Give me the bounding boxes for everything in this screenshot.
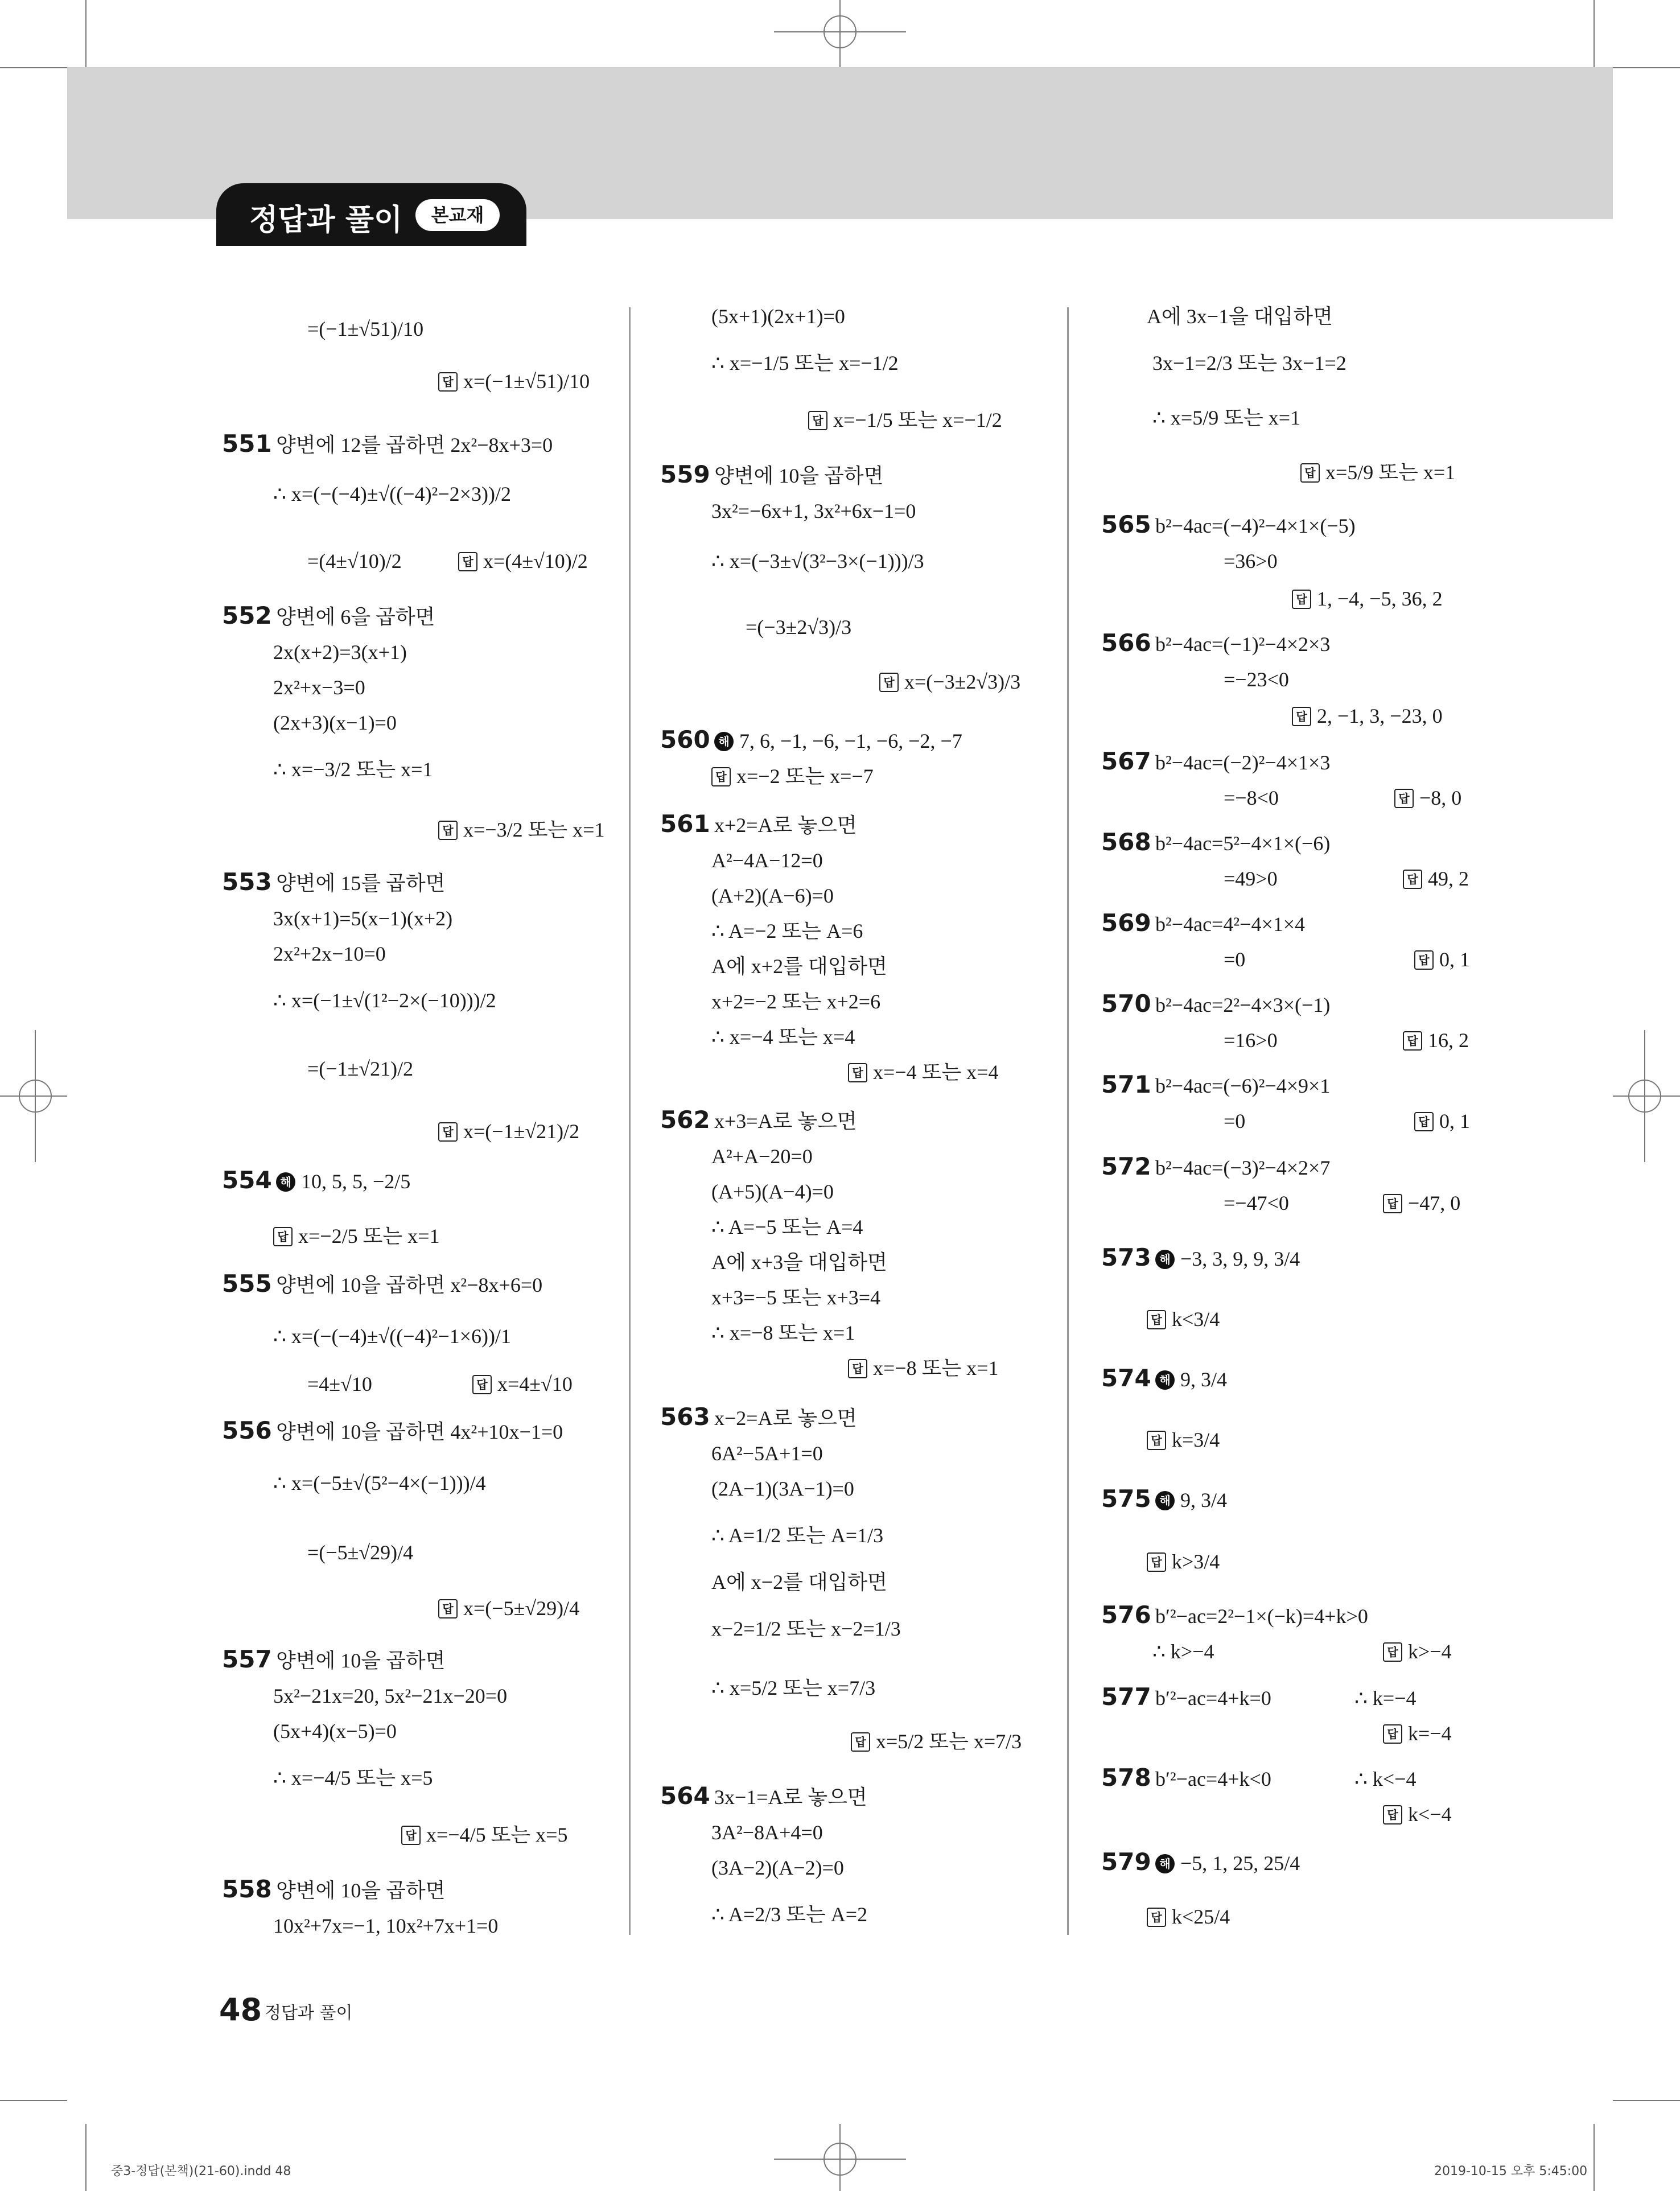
page-label: 정답과 풀이 <box>265 2003 353 2023</box>
solution-line: 10x²+7x=−1, 10x²+7x+1=0 <box>273 1914 499 1937</box>
solution-line: b²−4ac=(−6)²−4×9×1 <box>1155 1074 1331 1097</box>
solution-line: ∴ x=−8 또는 x=1 <box>711 1321 855 1344</box>
solution-line: b²−4ac=(−1)²−4×2×3 <box>1155 633 1331 656</box>
registration-mark-left <box>0 1030 67 1162</box>
answer-line: 답 k>−4 <box>1383 1639 1452 1664</box>
answer-line: 답 0, 1 <box>1414 1109 1470 1134</box>
problem-number: 565 <box>1101 510 1151 538</box>
solution-line: (5x+4)(x−5)=0 <box>273 1720 397 1743</box>
solution-line: 양변에 12를 곱하면 2x²−8x+3=0 <box>276 434 553 456</box>
answer-line: 답 1, −4, −5, 36, 2 <box>1292 586 1443 611</box>
solution-line: A에 x−2를 대입하면 <box>711 1571 887 1593</box>
solution-line: (2x+3)(x−1)=0 <box>273 711 397 734</box>
solution-line: 양변에 10을 곱하면 <box>714 464 884 487</box>
column-divider-right <box>1067 307 1069 1935</box>
problem-number: 558 <box>222 1875 272 1903</box>
problem-number: 559 <box>660 460 710 488</box>
solution-line: ∴ k>−4 <box>1152 1640 1214 1663</box>
solution-line: =(4±√10)/2 <box>307 550 402 573</box>
problem-number: 569 <box>1101 909 1151 937</box>
answer-line: 답 k>3/4 <box>1147 1549 1220 1574</box>
print-timestamp: 2019-10-15 오후 5:45:00 <box>1434 2164 1588 2178</box>
hint-line: 해 9, 3/4 <box>1155 1488 1227 1513</box>
solution-line: =36>0 <box>1224 550 1278 573</box>
answer-line: 답 k<−4 <box>1383 1802 1452 1827</box>
problem-number: 576 <box>1101 1601 1151 1629</box>
solution-line: x−2=1/2 또는 x−2=1/3 <box>711 1617 901 1640</box>
solution-line: =(−5±√29)/4 <box>307 1541 414 1564</box>
solution-line: ∴ k<−4 <box>1354 1768 1417 1790</box>
problem-number: 553 <box>222 868 272 896</box>
solution-line: 2x²+x−3=0 <box>273 676 365 699</box>
solution-line: ∴ k=−4 <box>1354 1687 1417 1710</box>
solution-line: =−23<0 <box>1224 668 1289 691</box>
answer-line: 답 k=3/4 <box>1147 1427 1220 1452</box>
solution-line: ∴ x=−4/5 또는 x=5 <box>273 1766 433 1789</box>
answer-line: 답 x=(−1±√21)/2 <box>438 1119 579 1144</box>
solution-line: =49>0 <box>1224 867 1278 890</box>
problem-number: 562 <box>660 1106 710 1134</box>
answer-line: 답 x=4±√10 <box>472 1372 573 1397</box>
hint-line: 해 −5, 1, 25, 25/4 <box>1155 1851 1300 1876</box>
solution-line: b²−4ac=2²−4×3×(−1) <box>1155 994 1331 1016</box>
solution-line: (3A−2)(A−2)=0 <box>711 1856 844 1879</box>
solution-line: b²−4ac=4²−4×1×4 <box>1155 913 1306 936</box>
solution-line: b²−4ac=(−4)²−4×1×(−5) <box>1155 514 1356 537</box>
problem-number: 554 <box>222 1166 272 1194</box>
problem-number: 563 <box>660 1403 710 1431</box>
hint-line: 해 9, 3/4 <box>1155 1367 1227 1392</box>
answer-line: 답 k<25/4 <box>1147 1904 1230 1929</box>
column-divider-left <box>629 307 631 1935</box>
solution-line: x+3=A로 놓으면 <box>714 1110 857 1132</box>
solution-line: ∴ x=(−(−4)±√((−4)²−1×6))/1 <box>273 1325 511 1348</box>
solution-line: ∴ A=−2 또는 A=6 <box>711 920 863 942</box>
answer-line: 답 0, 1 <box>1414 947 1470 972</box>
solution-line: 양변에 10을 곱하면 <box>276 1649 446 1672</box>
problem-number: 571 <box>1101 1070 1151 1098</box>
solution-line: =16>0 <box>1224 1029 1278 1052</box>
answer-line: 답 k=−4 <box>1383 1721 1452 1746</box>
solution-line: ∴ A=2/3 또는 A=2 <box>711 1903 868 1926</box>
answer-line: 답 k<3/4 <box>1147 1307 1220 1332</box>
solution-line: b′²−ac=4+k=0 <box>1155 1687 1271 1710</box>
solution-line: x+2=−2 또는 x+2=6 <box>711 990 881 1013</box>
solution-line: ∴ A=−5 또는 A=4 <box>711 1216 863 1238</box>
solution-line: b²−4ac=(−3)²−4×2×7 <box>1155 1156 1331 1179</box>
solution-line: ∴ A=1/2 또는 A=1/3 <box>711 1524 884 1547</box>
registration-mark-bottom <box>774 2124 906 2191</box>
solution-line: 양변에 15를 곱하면 <box>276 872 446 895</box>
problem-number: 577 <box>1101 1683 1151 1711</box>
answer-line: 답 x=−8 또는 x=1 <box>848 1356 998 1381</box>
solution-line: A²−4A−12=0 <box>711 849 823 872</box>
problem-number: 555 <box>222 1270 272 1298</box>
solution-line: 2x²+2x−10=0 <box>273 942 386 965</box>
solution-line: ∴ x=5/2 또는 x=7/3 <box>711 1677 876 1699</box>
solution-line: =−47<0 <box>1224 1192 1289 1214</box>
solution-line: ∴ x=(−5±√(5²−4×(−1)))/4 <box>273 1472 486 1494</box>
problem-number: 572 <box>1101 1152 1151 1180</box>
answer-line: 답 x=−4/5 또는 x=5 <box>401 1822 567 1847</box>
page-number: 48 <box>219 1992 262 2028</box>
problem-number: 575 <box>1101 1485 1151 1513</box>
solution-line: x−2=A로 놓으면 <box>714 1407 857 1430</box>
problem-number: 568 <box>1101 828 1151 856</box>
solution-line: 3x−1=2/3 또는 3x−1=2 <box>1152 352 1347 374</box>
answer-line: 답 −47, 0 <box>1383 1191 1460 1216</box>
solution-line: ∴ x=5/9 또는 x=1 <box>1152 406 1301 429</box>
problem-number: 567 <box>1101 747 1151 775</box>
answer-line: 답 x=(−1±√51)/10 <box>438 369 590 394</box>
problem-number: 570 <box>1101 990 1151 1018</box>
solution-line: ∴ x=−1/5 또는 x=−1/2 <box>711 352 899 374</box>
solution-line: 3A²−8A+4=0 <box>711 1821 823 1844</box>
page-title: 정답과 풀이 <box>249 203 403 237</box>
solution-line: 2x(x+2)=3(x+1) <box>273 641 407 664</box>
solution-line: (A+2)(A−6)=0 <box>711 884 834 907</box>
solution-line: ∴ x=(−1±√(1²−2×(−10)))/2 <box>273 989 496 1012</box>
registration-mark-top <box>774 0 906 67</box>
solution-line: A²+A−20=0 <box>711 1145 813 1168</box>
answer-line: 답 x=−4 또는 x=4 <box>848 1060 998 1085</box>
problem-number: 578 <box>1101 1764 1151 1791</box>
answer-line: 답 x=−2/5 또는 x=1 <box>273 1224 439 1249</box>
solution-line: =(−1±√51)/10 <box>307 318 424 340</box>
answer-line: 답 x=5/9 또는 x=1 <box>1300 460 1455 485</box>
problem-number: 573 <box>1101 1243 1151 1271</box>
answer-line: 답 x=−3/2 또는 x=1 <box>438 817 604 842</box>
solution-line: b²−4ac=5²−4×1×(−6) <box>1155 832 1331 855</box>
solution-line: A에 x+3을 대입하면 <box>711 1251 887 1274</box>
solution-line: =4±√10 <box>307 1373 372 1395</box>
answer-line: 답 x=(−3±2√3)/3 <box>879 669 1020 694</box>
solution-line: 양변에 10을 곱하면 x²−8x+6=0 <box>276 1274 543 1296</box>
solution-line: 양변에 6을 곱하면 <box>276 606 435 628</box>
solution-line: x+2=A로 놓으면 <box>714 814 857 837</box>
registration-mark-right <box>1613 1030 1680 1162</box>
solution-line: b′²−ac=4+k<0 <box>1155 1768 1271 1790</box>
answer-line: 답 x=−1/5 또는 x=−1/2 <box>808 407 1002 433</box>
solution-line: 6A²−5A+1=0 <box>711 1442 823 1465</box>
solution-line: 3x²=−6x+1, 3x²+6x−1=0 <box>711 500 916 522</box>
problem-number: 564 <box>660 1782 710 1810</box>
solution-line: ∴ x=(−(−4)±√((−4)²−2×3))/2 <box>273 483 511 505</box>
answer-line: 답 x=(−5±√29)/4 <box>438 1596 579 1621</box>
solution-line: ∴ x=−4 또는 x=4 <box>711 1026 855 1048</box>
solution-line: A에 x+2를 대입하면 <box>711 955 887 978</box>
solution-line: =−8<0 <box>1224 786 1279 809</box>
hint-line: 해 −3, 3, 9, 9, 3/4 <box>1155 1246 1300 1271</box>
problem-number: 557 <box>222 1645 272 1673</box>
solution-line: =0 <box>1224 1110 1246 1132</box>
hint-line: 해 7, 6, −1, −6, −1, −6, −2, −7 <box>714 728 962 753</box>
file-name: 중3-정답(본책)(21-60).indd 48 <box>111 2164 291 2178</box>
solution-line: (2A−1)(3A−1)=0 <box>711 1477 854 1500</box>
problem-number: 561 <box>660 810 710 838</box>
solution-line: ∴ x=−3/2 또는 x=1 <box>273 758 433 781</box>
solution-line: =(−1±√21)/2 <box>307 1057 414 1080</box>
problem-number: 560 <box>660 726 710 753</box>
problem-number: 551 <box>222 430 272 458</box>
answer-line: 답 −8, 0 <box>1394 785 1461 810</box>
solution-line: =0 <box>1224 948 1246 971</box>
book-badge: 본교재 <box>431 204 484 226</box>
solution-line: 5x²−21x=20, 5x²−21x−20=0 <box>273 1685 508 1707</box>
solution-line: b′²−ac=2²−1×(−k)=4+k>0 <box>1155 1605 1368 1628</box>
solution-line: 양변에 10을 곱하면 4x²+10x−1=0 <box>276 1420 563 1443</box>
problem-number: 552 <box>222 602 272 629</box>
problem-number: 574 <box>1101 1364 1151 1392</box>
problem-number: 566 <box>1101 629 1151 657</box>
solution-line: =(−3±2√3)/3 <box>746 616 852 639</box>
solution-line: (5x+1)(2x+1)=0 <box>711 305 845 328</box>
answer-line: 답 2, −1, 3, −23, 0 <box>1292 703 1443 728</box>
answer-line: 답 x=(4±√10)/2 <box>458 549 588 574</box>
solution-line: 3x(x+1)=5(x−1)(x+2) <box>273 907 453 930</box>
solution-line: x+3=−5 또는 x+3=4 <box>711 1286 881 1309</box>
answer-line: 답 x=5/2 또는 x=7/3 <box>851 1729 1022 1754</box>
problem-number: 579 <box>1101 1848 1151 1876</box>
answer-line: 답 16, 2 <box>1403 1028 1469 1053</box>
solution-line: A에 3x−1을 대입하면 <box>1147 305 1333 328</box>
solution-line: 양변에 10을 곱하면 <box>276 1879 446 1902</box>
problem-number: 556 <box>222 1416 272 1444</box>
solution-line: 3x−1=A로 놓으면 <box>714 1786 867 1809</box>
solution-line: ∴ x=(−3±√(3²−3×(−1)))/3 <box>711 550 924 573</box>
solution-line: b²−4ac=(−2)²−4×1×3 <box>1155 751 1331 774</box>
answer-line: 답 49, 2 <box>1403 866 1469 891</box>
answer-line: 답 x=−2 또는 x=−7 <box>711 764 874 789</box>
solution-line: (A+5)(A−4)=0 <box>711 1180 834 1203</box>
hint-line: 해 10, 5, 5, −2/5 <box>276 1169 410 1194</box>
